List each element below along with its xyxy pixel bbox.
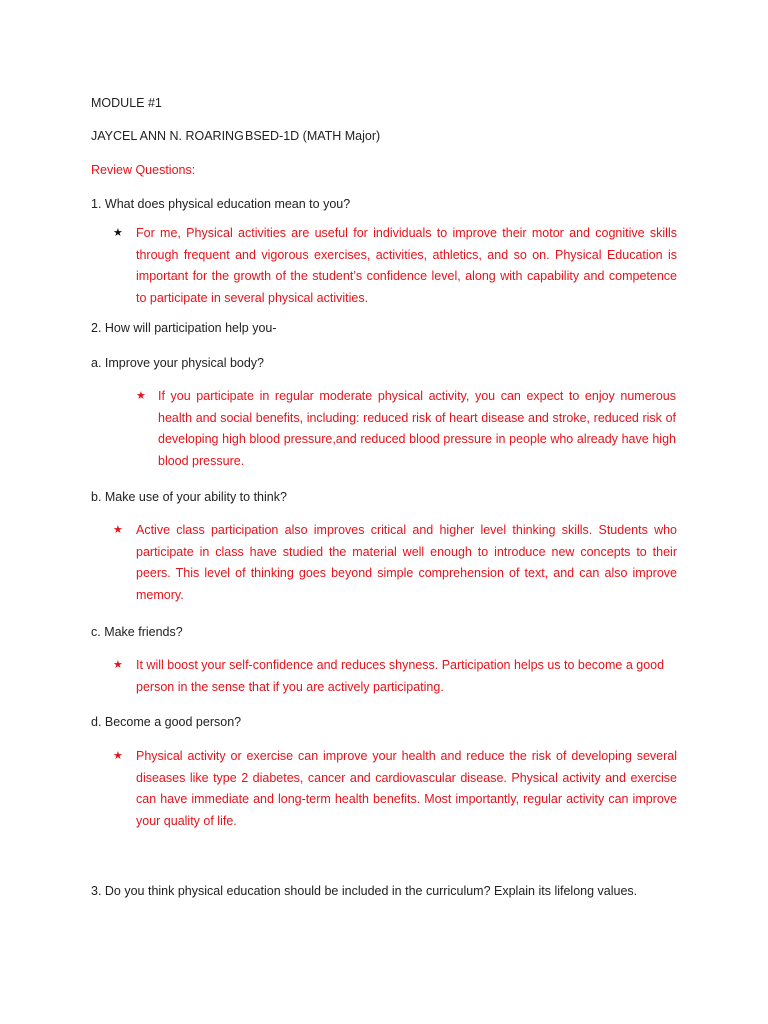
question-2a: a. Improve your physical body? (91, 356, 265, 370)
answer-1: For me, Physical activities are useful for individuals to improve their motor and cognitive skills through frequent and vigorous exercises, activities, athletics, and so on. Physical Education is important for the growth of the student’s confidence level, along with capability and competence to participate in several physical activities. (136, 226, 677, 305)
module-heading: MODULE #1 (91, 96, 162, 110)
star-bullet-icon: ★ (113, 750, 123, 762)
answer-2d: Physical activity or exercise can improve your health and reduce the risk of developing several diseases like type 2 diabetes, cancer and cardiovascular disease. Physical activity and exercise can have immediate and long-term health benefits. Most importantly, regular activity can improve your quality of life. (136, 749, 677, 828)
question-2c: c. Make friends? (91, 625, 183, 639)
star-bullet-icon: ★ (136, 390, 146, 402)
star-bullet-icon: ★ (113, 659, 123, 671)
question-2b: b. Make use of your ability to think? (91, 490, 287, 504)
star-bullet-icon: ★ (113, 524, 123, 536)
question-2d: d. Become a good person? (91, 715, 242, 729)
answer-2c: It will boost your self-confidence and reduces shyness. Participation helps us to become a good person in the sense that if you are actively participating. (136, 658, 665, 694)
answer-2a: If you participate in regular moderate physical activity, you can expect to enjoy numerous health and social benefits, including: reduced risk of heart disease and stroke, reduced risk of developing high blood pressure,and reduced blood pressure in people who already have high blood pressure. (158, 389, 676, 468)
course-label: BSED-1D (MATH Major) (245, 129, 381, 143)
question-3: 3. Do you think physical education should be included in the curriculum? Explain its lifelong values. (91, 884, 638, 898)
question-2: 2. How will participation help you- (91, 321, 277, 335)
star-bullet-icon: ★ (113, 227, 123, 239)
section-title: Review Questions: (91, 163, 196, 177)
student-name: JAYCEL ANN N. ROARING (91, 129, 244, 143)
question-1: 1. What does physical education mean to you? (91, 197, 351, 211)
answer-2b: Active class participation also improves critical and higher level thinking skills. Students who participate in class have studied the material well enough to introduce new concepts to their peers. This level of thinking goes beyond simple comprehension of text, and can also improve memory. (136, 523, 677, 602)
student-header (91, 126, 380, 146)
